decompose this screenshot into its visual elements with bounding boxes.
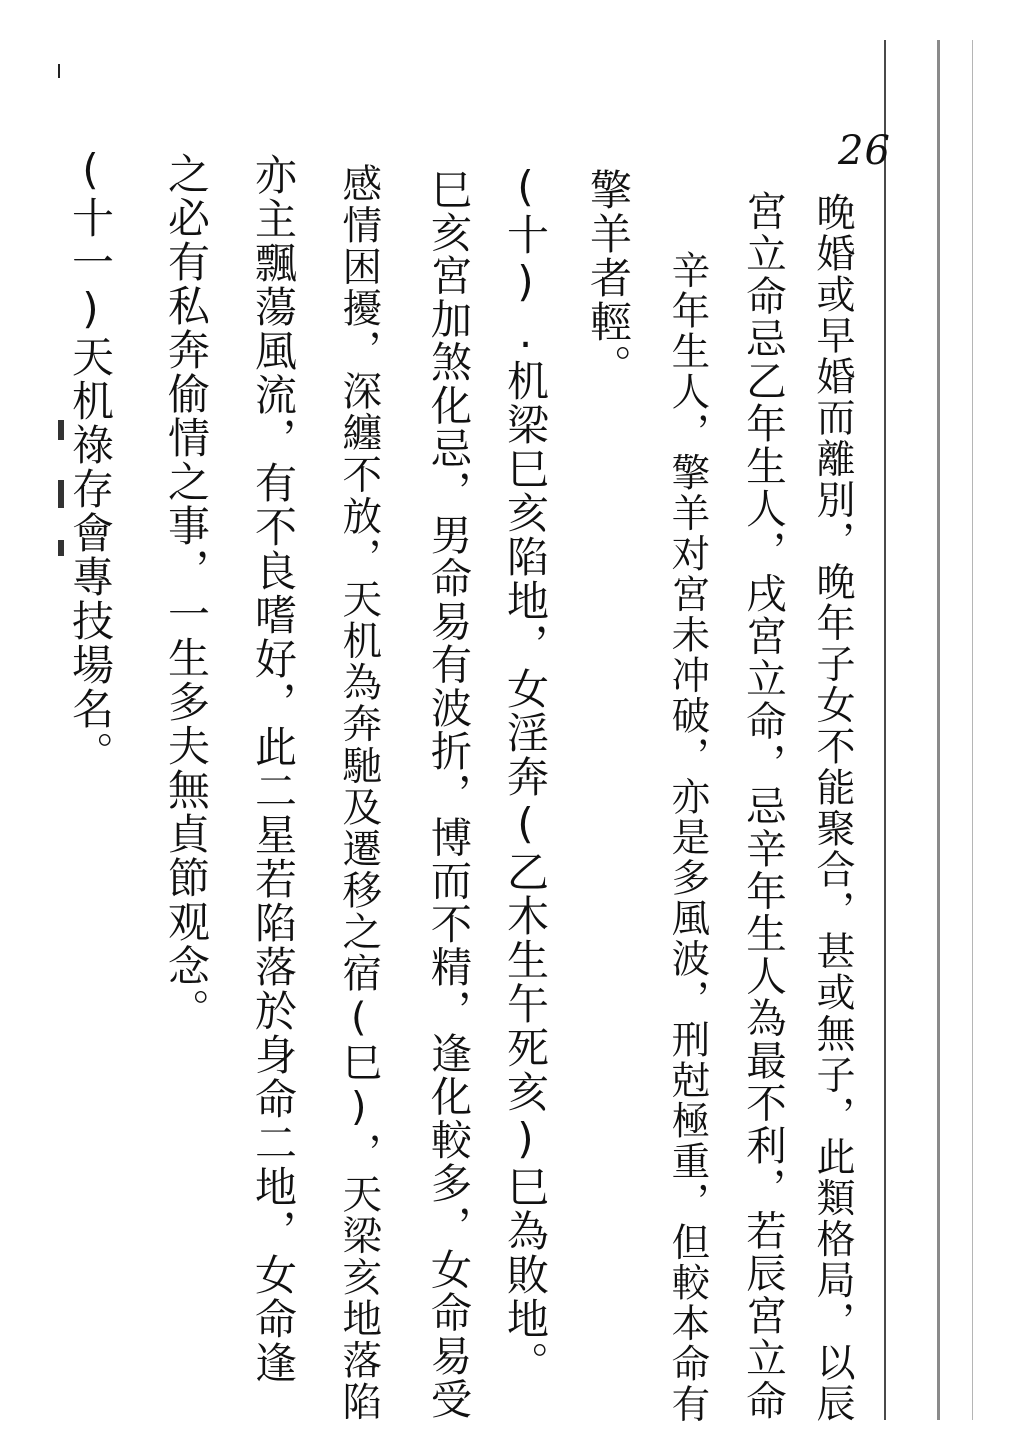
text-column-4: 擎羊者輕。 [584, 168, 633, 388]
text-column-2: 宮立命忌乙年生人，戌宮立命，忌辛年生人為最不利，若辰宮立命 [738, 190, 787, 1422]
section-10-heading: (十).机梁巳亥陷地，女淫奔(乙木生午死亥)巳為敗地。 [501, 162, 550, 1385]
scan-margin-line [884, 40, 886, 1420]
scan-margin-line [937, 40, 940, 1420]
text-column-1: 晚婚或早婚而離別，晚年子女不能聚合，甚或無子，此類格局，以辰 [810, 192, 856, 1425]
text-column-6: 巳亥宮加煞化忌，男命易有波折，博而不精，逢化較多，女命易受 [423, 168, 472, 1422]
text-column-3: 辛年生人，擎羊对宮未冲破，亦是多風波，刑尅極重，但較本命有 [665, 250, 711, 1425]
section-11-heading: (十一)天机祿存會專技場名。 [66, 145, 115, 775]
page-number: 26 [838, 128, 891, 174]
text-column-9: 之必有私奔偷情之事，一生多夫無貞節观念。 [162, 152, 211, 1032]
text-column-8: 亦主飄蕩風流，有不良嗜好，此二星若陷落於身命二地，女命逢 [249, 153, 298, 1385]
scan-margin-line [972, 40, 973, 1420]
text-column-7: 感情困擾，深纏不放，天机為奔馳及遷移之宿(巳)，天梁亥地落陷 [335, 163, 382, 1423]
scan-tick-mark [58, 64, 60, 78]
